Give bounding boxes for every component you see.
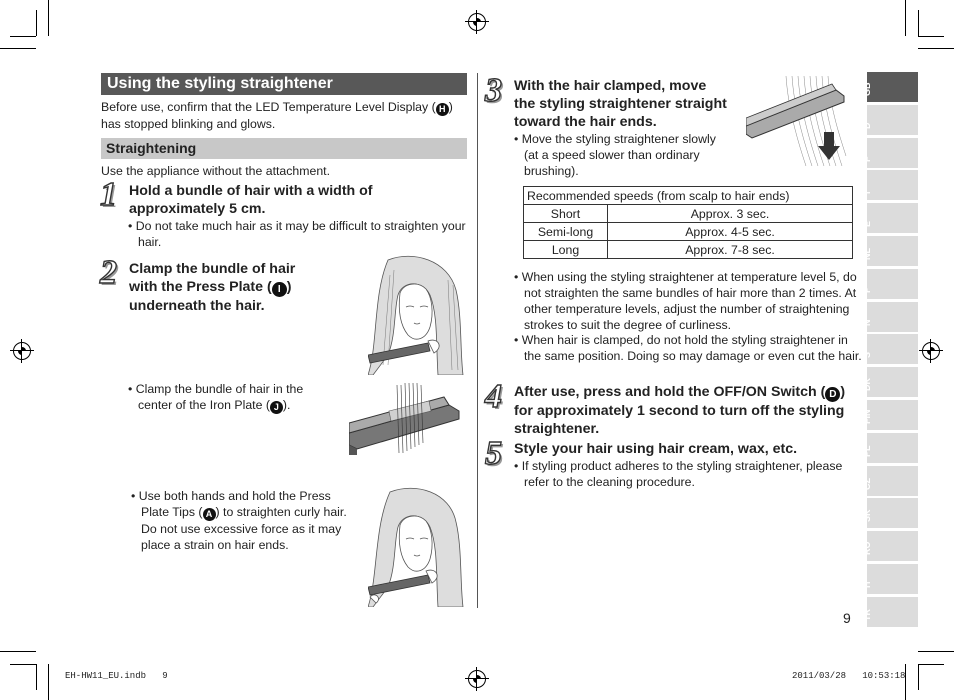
- table-row: [524, 241, 853, 259]
- table-header-row: [524, 187, 853, 205]
- crop-mark: [918, 664, 919, 690]
- tab-cz[interactable]: [862, 466, 918, 496]
- tab-label: P: [862, 286, 872, 293]
- tab-label: S: [862, 352, 872, 359]
- tab-i[interactable]: [862, 170, 918, 200]
- tab-label: RO: [862, 541, 872, 556]
- registration-mark-icon: [468, 670, 486, 688]
- crop-mark: [10, 36, 36, 37]
- tab-pl[interactable]: [862, 433, 918, 463]
- label-badge: A: [203, 508, 216, 521]
- footer-file-info: EH-HW11_EU.indb 9: [65, 671, 168, 681]
- crop-mark: [48, 664, 49, 700]
- registration-mark-icon: [13, 342, 31, 360]
- page-number: 9: [843, 610, 851, 626]
- tab-label: FIN: [862, 409, 872, 424]
- step-title: With the hair clamped, move the styling straightener straight toward the hair ends.: [514, 78, 727, 130]
- step-title: Style your hair using hair cream, wax, etc.: [514, 441, 798, 457]
- tab-tr[interactable]: [862, 597, 918, 627]
- crop-mark: [918, 651, 954, 652]
- crop-mark: [918, 36, 944, 37]
- step-title: Clamp the bundle of hair with the Press Plate ( I ) underneath the hair.: [129, 261, 296, 314]
- step-bullet: • If styling product adheres to the styling straightener, please refer to the cleaning procedure.: [514, 459, 843, 489]
- tab-s[interactable]: [862, 334, 918, 364]
- tab-label: H: [862, 581, 872, 588]
- footer-timestamp: 2011/03/28 10:53:18: [792, 671, 906, 681]
- step-bullet: • Do not take much hair as it may be difficult to straighten your hair.: [128, 219, 466, 249]
- note-bullet: • When using the styling straightener at temperature level 5, do not straighten the same bundles of hair more than 2 times. At other temperature levels, adjust the number of straightening strokes to suit the degree of curliness.: [514, 270, 857, 332]
- crop-mark: [0, 48, 36, 49]
- step-number: 1: [100, 176, 117, 213]
- straightener-motion-illustration: [746, 76, 852, 170]
- table-cell: Short: [524, 205, 608, 223]
- table-cell: Approx. 7-8 sec.: [608, 241, 853, 259]
- step-title: Hold a bundle of hair with a width of approximately 5 cm.: [129, 183, 373, 217]
- step-number: 5: [485, 435, 502, 472]
- recommended-speeds-table: [523, 186, 853, 259]
- label-badge: H: [436, 103, 449, 116]
- step-bullet: • Clamp the bundle of hair in the center of the Iron Plate ( J ).: [128, 382, 304, 412]
- tab-fin[interactable]: [862, 400, 918, 430]
- tab-label: D: [862, 122, 872, 129]
- crop-mark: [48, 0, 49, 36]
- label-badge: J: [270, 401, 283, 414]
- tab-dk[interactable]: [862, 367, 918, 397]
- crop-mark: [918, 10, 919, 36]
- step-title: After use, press and hold the OFF/ON Switch ( D ) for approximately 1 second to turn off the styling straightener.: [514, 384, 846, 437]
- step-number: 3: [485, 72, 502, 109]
- tab-label: GB: [862, 82, 872, 96]
- tab-label: PL: [862, 445, 872, 457]
- tab-label: E: [862, 221, 872, 228]
- crop-mark: [918, 664, 944, 665]
- step-number: 2: [100, 254, 117, 291]
- tab-gb[interactable]: [862, 72, 918, 102]
- tab-label: NL: [862, 248, 872, 260]
- tab-d[interactable]: [862, 105, 918, 135]
- crop-mark: [905, 0, 906, 36]
- tab-label: TR: [862, 608, 872, 621]
- tab-nl[interactable]: [862, 236, 918, 266]
- registration-mark-icon: [922, 342, 940, 360]
- crop-mark: [10, 664, 36, 665]
- note-bullet: • When hair is clamped, do not hold the styling straightener in the same position. Doing so may damage or even cut the hair.: [514, 333, 862, 363]
- table-row: [524, 205, 853, 223]
- column-divider: [477, 73, 478, 608]
- tab-label: SK: [862, 509, 872, 523]
- crop-mark: [36, 10, 37, 36]
- tab-label: DK: [862, 378, 872, 392]
- tab-e[interactable]: [862, 203, 918, 233]
- woman-straightening-illustration: [368, 255, 464, 375]
- tab-label: CZ: [862, 477, 872, 490]
- tab-sk[interactable]: [862, 498, 918, 528]
- tab-h[interactable]: [862, 564, 918, 594]
- label-badge: I: [272, 282, 287, 297]
- label-badge: D: [825, 387, 840, 402]
- tab-p[interactable]: [862, 269, 918, 299]
- table-cell: Approx. 3 sec.: [608, 205, 853, 223]
- crop-mark: [905, 664, 906, 700]
- tab-f[interactable]: [862, 138, 918, 168]
- section-title: Using the styling straightener: [101, 73, 467, 95]
- table-cell: Approx. 4-5 sec.: [608, 223, 853, 241]
- subsection-title: Straightening: [101, 138, 467, 159]
- straightener-plate-illustration: [349, 383, 462, 455]
- table-cell: Long: [524, 241, 608, 259]
- step-bullet: • Use both hands and hold the Press Plate Tips ( A ) to straighten curly hair. Do not use excessive force as it may place a strain on hair ends.: [131, 489, 347, 552]
- crop-mark: [0, 651, 36, 652]
- step-bullet: • Move the styling straightener slowly (at a speed slower than ordinary brushing).: [514, 132, 716, 178]
- crop-mark: [918, 48, 954, 49]
- crop-mark: [36, 664, 37, 690]
- table-header: Recommended speeds (from scalp to hair ends): [524, 187, 853, 205]
- tab-label: F: [862, 156, 872, 162]
- table-row: [524, 223, 853, 241]
- tab-label: N: [862, 319, 872, 326]
- registration-mark-icon: [468, 13, 486, 31]
- tab-n[interactable]: [862, 302, 918, 332]
- intro-text: Before use, confirm that the LED Temperature Level Display ( H ) has stopped blinking and glows.: [101, 100, 453, 131]
- tab-ro[interactable]: [862, 531, 918, 561]
- step-number: 4: [485, 378, 502, 415]
- tab-label: I: [862, 191, 872, 195]
- table-cell: Semi-long: [524, 223, 608, 241]
- woman-straightening-illustration: [368, 487, 464, 607]
- subsection-intro: Use the appliance without the attachment.: [101, 164, 330, 178]
